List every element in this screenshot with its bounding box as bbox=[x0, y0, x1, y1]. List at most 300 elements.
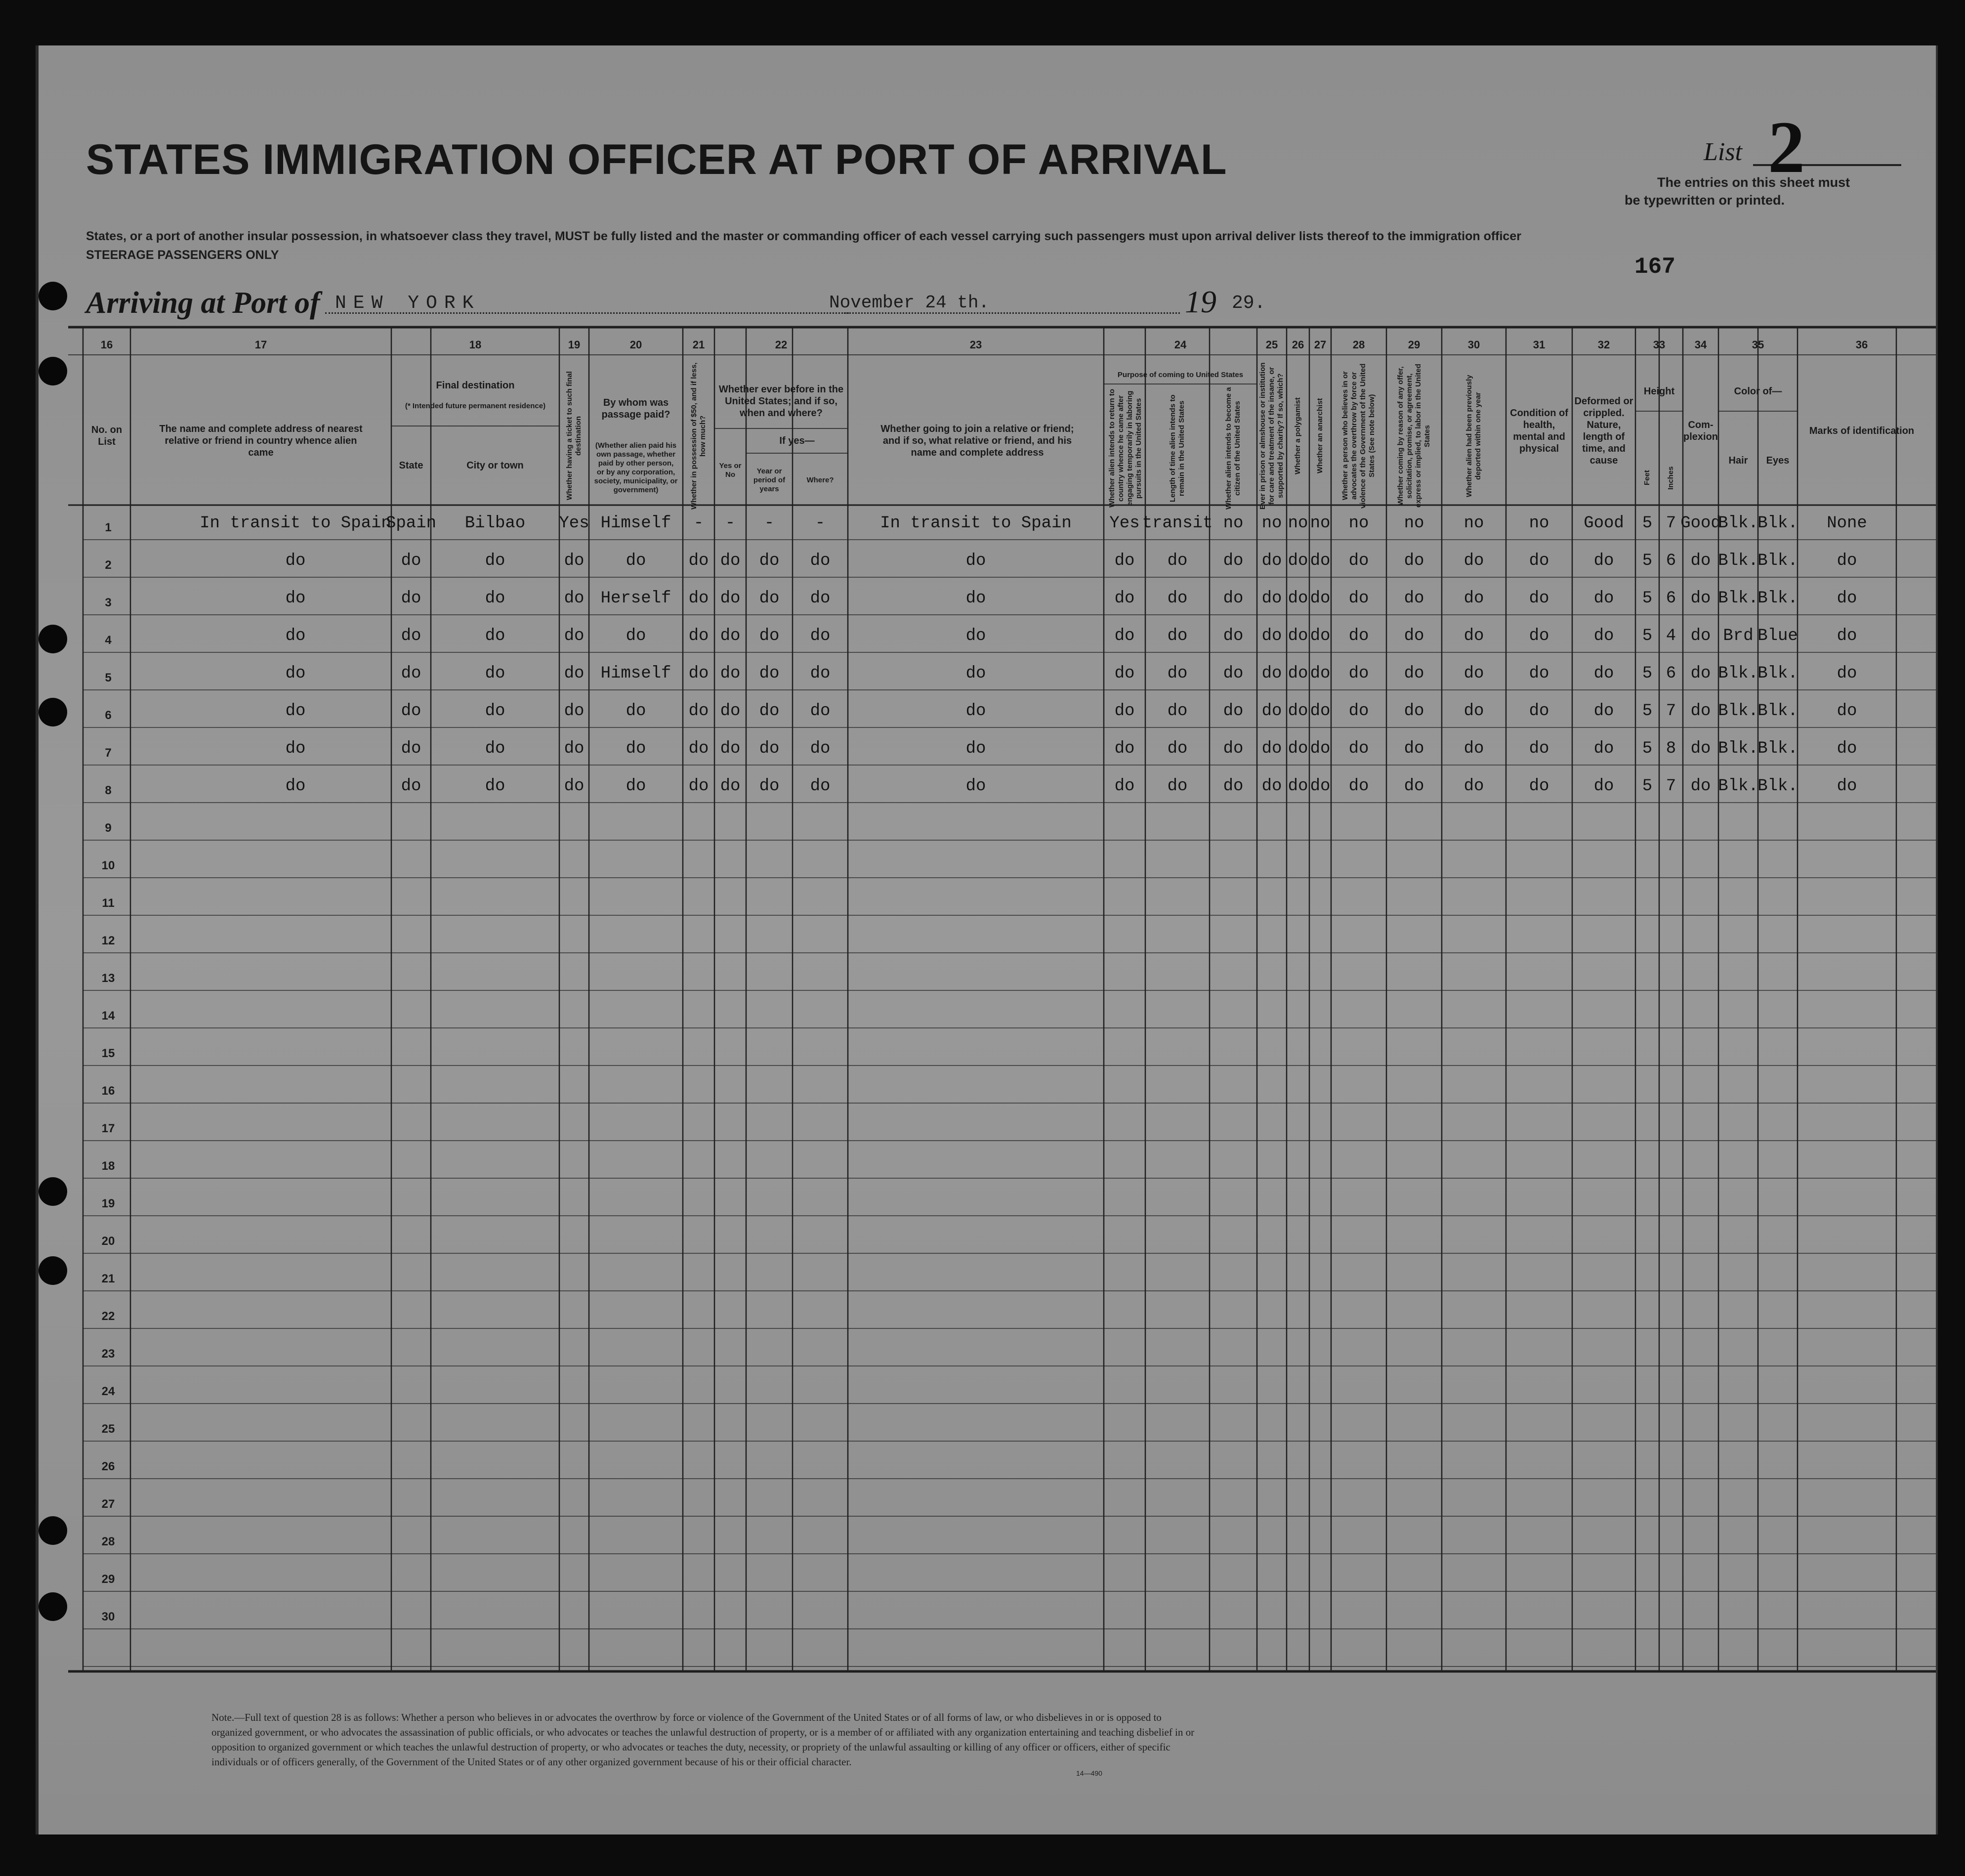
cell-marks: do bbox=[1837, 702, 1857, 721]
row-number: 24 bbox=[101, 1385, 115, 1398]
cell-joining: In transit to Spain bbox=[880, 514, 1072, 533]
row-number: 19 bbox=[101, 1197, 115, 1210]
col-number: 36 bbox=[1855, 338, 1868, 351]
cell-ever: do bbox=[720, 777, 741, 796]
cell-inches: 7 bbox=[1666, 702, 1676, 721]
cell-anarchist: do bbox=[1310, 777, 1331, 796]
cell-length: do bbox=[1167, 552, 1188, 570]
cell-years: - bbox=[764, 514, 775, 533]
cell-relative: do bbox=[285, 739, 306, 758]
cell-where: do bbox=[810, 664, 831, 683]
row-number: 2 bbox=[105, 558, 112, 572]
cell-marks: do bbox=[1837, 664, 1857, 683]
cell-city: do bbox=[485, 664, 505, 683]
form-title: STATES IMMIGRATION OFFICER AT PORT OF ARRIVAL bbox=[86, 136, 1227, 183]
cell-feet: 5 bbox=[1642, 552, 1653, 570]
col-number: 16 bbox=[100, 338, 113, 351]
cell-return: do bbox=[1114, 552, 1135, 570]
cell-q30: do bbox=[1463, 664, 1484, 683]
cell-hair: Blk. bbox=[1718, 702, 1758, 721]
cell-return: do bbox=[1114, 777, 1135, 796]
col-number: 32 bbox=[1597, 338, 1610, 351]
col-number: 24 bbox=[1174, 338, 1187, 351]
cell-anarchist: do bbox=[1310, 664, 1331, 683]
header-q28: Whether a person who believes in or advocates the overthrow by force or violence of the Government of the United States (See note below) bbox=[1341, 363, 1376, 509]
cell-money: do bbox=[688, 739, 709, 758]
cell-money: - bbox=[693, 514, 704, 533]
row-number: 8 bbox=[105, 784, 112, 797]
cell-eyes: Blk. bbox=[1757, 702, 1798, 721]
passenger-class: STEERAGE PASSENGERS ONLY bbox=[86, 248, 279, 262]
footnote: Note.—Full text of question 28 is as follows: Whether a person who believes in or advocates the overthrow by force or violence of the Government of the United States or of all forms of law, or who disbelieves in or is opposed to organized government, or who advocates the assassination of public officials, or who advocates or teaches the unlawful destruction of property, or is a member of or affiliated with any organization entertaining and teaching disbelief in or opposition to organized government or which teaches the unlawful destruction of property, or who advocates or teaches the duty, necessity, or propriety of the unlawful assaulting or killing of any officer or officers, either of specific individuals or of officers generally, of the Government of the United States or of any other organized government because of his or their official character. bbox=[211, 1711, 1195, 1768]
cell-return: do bbox=[1114, 739, 1135, 758]
cell-complexion: do bbox=[1690, 627, 1711, 645]
row-number: 11 bbox=[102, 896, 115, 910]
cell-where: do bbox=[810, 589, 831, 608]
cell-q30: do bbox=[1463, 739, 1484, 758]
cell-deformed: do bbox=[1593, 552, 1614, 570]
header-hair: Hair bbox=[1728, 455, 1748, 466]
row-number: 18 bbox=[101, 1159, 115, 1173]
row-number: 3 bbox=[105, 596, 112, 609]
cell-complexion: do bbox=[1690, 739, 1711, 758]
cell-ever: - bbox=[725, 514, 736, 533]
header-year-period: Year or period of years bbox=[753, 467, 786, 493]
cell-inches: 7 bbox=[1666, 777, 1676, 796]
cell-health: do bbox=[1529, 589, 1549, 608]
cell-joining: do bbox=[965, 777, 986, 796]
header-by-whom-note: (Whether alien paid his own passage, whether paid by other person, or by any corporation, society, municipality, or government) bbox=[594, 441, 678, 494]
cell-hair: Blk. bbox=[1718, 739, 1758, 758]
cell-inches: 6 bbox=[1666, 664, 1676, 683]
cell-citizen: do bbox=[1223, 664, 1244, 683]
cell-prison: do bbox=[1261, 552, 1282, 570]
entries-note: be typewritten or printed. bbox=[1625, 193, 1785, 208]
header-polygamist: Whether a polygamist bbox=[1294, 397, 1302, 474]
cell-prison: do bbox=[1261, 664, 1282, 683]
cell-hair: Blk. bbox=[1718, 514, 1758, 533]
cell-joining: do bbox=[965, 664, 986, 683]
cell-relative: do bbox=[285, 589, 306, 608]
row-number: 27 bbox=[101, 1497, 115, 1511]
cell-state: do bbox=[401, 702, 421, 721]
cell-length: transit bbox=[1142, 514, 1213, 533]
cell-ticket: do bbox=[564, 627, 585, 645]
header-ever-before: Whether ever before in the United States; and if so, when and where? bbox=[718, 384, 844, 419]
cell-feet: 5 bbox=[1642, 627, 1653, 645]
cell-where: do bbox=[810, 739, 831, 758]
col-number: 28 bbox=[1352, 338, 1365, 351]
cell-money: do bbox=[688, 627, 709, 645]
cell-return: do bbox=[1114, 664, 1135, 683]
cell-paid-by: do bbox=[626, 702, 646, 721]
row-number: 26 bbox=[101, 1460, 115, 1473]
form-grid bbox=[39, 45, 1936, 1834]
cell-prison: do bbox=[1261, 739, 1282, 758]
cell-prison: do bbox=[1261, 627, 1282, 645]
cell-return: do bbox=[1114, 627, 1135, 645]
cell-ever: do bbox=[720, 589, 741, 608]
cell-city: do bbox=[485, 589, 505, 608]
cell-years: do bbox=[759, 702, 780, 721]
cell-q29: do bbox=[1404, 739, 1424, 758]
cell-marks: None bbox=[1827, 514, 1867, 533]
cell-years: do bbox=[759, 664, 780, 683]
cell-eyes: Blk. bbox=[1757, 777, 1798, 796]
cell-deformed: do bbox=[1593, 777, 1614, 796]
cell-relative: do bbox=[285, 777, 306, 796]
header-no-on-list: No. on List bbox=[91, 425, 123, 447]
cell-eyes: Blk. bbox=[1757, 664, 1798, 683]
header-final-destination: Final destination bbox=[436, 380, 515, 391]
cell-hair: Blk. bbox=[1718, 664, 1758, 683]
cell-q29: do bbox=[1404, 664, 1424, 683]
cell-inches: 8 bbox=[1666, 739, 1676, 758]
cell-marks: do bbox=[1837, 739, 1857, 758]
cell-hair: Blk. bbox=[1718, 552, 1758, 570]
cell-health: do bbox=[1529, 552, 1549, 570]
cell-polygamist: do bbox=[1288, 627, 1308, 645]
cell-eyes: Blue bbox=[1757, 627, 1798, 645]
cell-hair: Blk. bbox=[1718, 589, 1758, 608]
header-color-of: Color of— bbox=[1734, 386, 1782, 397]
cell-complexion: do bbox=[1690, 777, 1711, 796]
row-number: 14 bbox=[101, 1009, 115, 1023]
cell-years: do bbox=[759, 552, 780, 570]
cell-polygamist: do bbox=[1288, 589, 1308, 608]
col-number: 20 bbox=[629, 338, 642, 351]
cell-state: do bbox=[401, 739, 421, 758]
cell-marks: do bbox=[1837, 552, 1857, 570]
cell-anarchist: do bbox=[1310, 627, 1331, 645]
cell-q29: do bbox=[1404, 627, 1424, 645]
cell-years: do bbox=[759, 627, 780, 645]
row-number: 4 bbox=[105, 634, 112, 647]
cell-hair: Blk. bbox=[1718, 777, 1758, 796]
cell-paid-by: do bbox=[626, 777, 646, 796]
cell-citizen: do bbox=[1223, 552, 1244, 570]
cell-money: do bbox=[688, 702, 709, 721]
col-number: 26 bbox=[1292, 338, 1304, 351]
row-number: 30 bbox=[101, 1610, 115, 1623]
cell-citizen: do bbox=[1223, 777, 1244, 796]
header-purpose-return: Whether alien intends to return to country whence he came after engaging temporarily in laboring pursuits in the United States bbox=[1108, 389, 1143, 508]
cell-polygamist: no bbox=[1288, 514, 1308, 533]
list-number: 2 bbox=[1768, 106, 1805, 188]
header-prison: Ever in prison or almshouse or institution for care and treatment of the insane, or supported by charity? If so, which? bbox=[1258, 362, 1285, 510]
header-purpose-citizen: Whether alien intends to become a citizen of the United States bbox=[1224, 387, 1242, 510]
header-state: State bbox=[399, 460, 423, 471]
cell-return: do bbox=[1114, 589, 1135, 608]
cell-joining: do bbox=[965, 702, 986, 721]
col-number: 34 bbox=[1694, 338, 1707, 351]
form-code: 14—490 bbox=[1076, 1769, 1102, 1777]
cell-ticket: do bbox=[564, 664, 585, 683]
cell-citizen: do bbox=[1223, 589, 1244, 608]
cell-joining: do bbox=[965, 627, 986, 645]
cell-citizen: do bbox=[1223, 739, 1244, 758]
cell-relative: do bbox=[285, 702, 306, 721]
cell-ticket: do bbox=[564, 739, 585, 758]
cell-relative: do bbox=[285, 627, 306, 645]
row-number: 6 bbox=[105, 709, 112, 722]
cell-deformed: do bbox=[1593, 739, 1614, 758]
header-q30: Whether alien had been previously deported within one year bbox=[1465, 375, 1482, 497]
cell-q28: do bbox=[1348, 739, 1369, 758]
cell-q29: do bbox=[1404, 589, 1424, 608]
cell-ticket: do bbox=[564, 552, 585, 570]
cell-q30: do bbox=[1463, 552, 1484, 570]
year-suffix: 29. bbox=[1232, 293, 1266, 314]
cell-paid-by: do bbox=[626, 739, 646, 758]
col-number: 29 bbox=[1408, 338, 1421, 351]
col-number: 17 bbox=[254, 338, 267, 351]
col-number: 25 bbox=[1265, 338, 1278, 351]
cell-q28: do bbox=[1348, 589, 1369, 608]
cell-ticket: do bbox=[564, 702, 585, 721]
cell-complexion: do bbox=[1690, 589, 1711, 608]
cell-feet: 5 bbox=[1642, 589, 1653, 608]
header-by-whom: By whom was passage paid? bbox=[601, 397, 670, 420]
cell-joining: do bbox=[965, 552, 986, 570]
col-number: 31 bbox=[1533, 338, 1546, 351]
cell-polygamist: do bbox=[1288, 777, 1308, 796]
header-purpose-length: Length of time alien intends to remain in the United States bbox=[1169, 394, 1186, 502]
cell-return: Yes bbox=[1109, 514, 1140, 533]
header-joining: Whether going to join a relative or friend; and if so, what relative or friend, and his name and complete address bbox=[880, 424, 1074, 458]
cell-state: do bbox=[401, 589, 421, 608]
row-number: 12 bbox=[101, 934, 115, 947]
cell-q28: do bbox=[1348, 777, 1369, 796]
cell-relative: In transit to Spain bbox=[200, 514, 391, 533]
col-number: 30 bbox=[1467, 338, 1480, 351]
cell-anarchist: no bbox=[1310, 514, 1331, 533]
cell-ever: do bbox=[720, 552, 741, 570]
cell-health: do bbox=[1529, 777, 1549, 796]
cell-q30: do bbox=[1463, 777, 1484, 796]
cell-marks: do bbox=[1837, 627, 1857, 645]
cell-length: do bbox=[1167, 739, 1188, 758]
cell-polygamist: do bbox=[1288, 702, 1308, 721]
col-number: 19 bbox=[568, 338, 581, 351]
arrival-date: November 24 th. bbox=[829, 293, 990, 313]
header-yes-or-no: Yes or No bbox=[719, 462, 742, 479]
cell-length: do bbox=[1167, 702, 1188, 721]
cell-q28: do bbox=[1348, 664, 1369, 683]
cell-money: do bbox=[688, 552, 709, 570]
cell-health: do bbox=[1529, 739, 1549, 758]
cell-joining: do bbox=[965, 739, 986, 758]
cell-relative: do bbox=[285, 552, 306, 570]
header-eyes: Eyes bbox=[1766, 455, 1790, 466]
cell-eyes: Blk. bbox=[1757, 552, 1798, 570]
cell-paid-by: do bbox=[626, 627, 646, 645]
cell-q30: no bbox=[1463, 514, 1484, 533]
arriving-label: Arriving at Port of bbox=[86, 286, 320, 320]
header-ticket: Whether having a ticket to such final destination bbox=[565, 371, 583, 501]
col-number: 21 bbox=[692, 338, 705, 351]
cell-state: Spain bbox=[385, 514, 437, 533]
row-number: 20 bbox=[101, 1235, 115, 1248]
cell-ever: do bbox=[720, 739, 741, 758]
cell-complexion: do bbox=[1690, 552, 1711, 570]
cell-q28: do bbox=[1348, 702, 1369, 721]
cell-feet: 5 bbox=[1642, 777, 1653, 796]
cell-q28: do bbox=[1348, 552, 1369, 570]
cell-state: do bbox=[401, 777, 421, 796]
row-number: 16 bbox=[101, 1084, 115, 1098]
row-number: 7 bbox=[105, 746, 112, 760]
cell-relative: do bbox=[285, 664, 306, 683]
cell-city: do bbox=[485, 627, 505, 645]
cell-length: do bbox=[1167, 777, 1188, 796]
cell-health: do bbox=[1529, 627, 1549, 645]
cell-return: do bbox=[1114, 702, 1135, 721]
cell-q29: do bbox=[1404, 552, 1424, 570]
cell-state: do bbox=[401, 627, 421, 645]
list-label: List bbox=[1704, 138, 1743, 166]
cell-complexion: do bbox=[1690, 664, 1711, 683]
header-where: Where? bbox=[806, 476, 834, 484]
header-final-destination-note: (* Intended future permanent residence) bbox=[405, 402, 546, 410]
cell-ever: do bbox=[720, 702, 741, 721]
row-number: 22 bbox=[101, 1310, 115, 1323]
cell-prison: do bbox=[1261, 777, 1282, 796]
cell-feet: 5 bbox=[1642, 664, 1653, 683]
cell-prison: do bbox=[1261, 589, 1282, 608]
cell-prison: no bbox=[1261, 514, 1282, 533]
cell-inches: 6 bbox=[1666, 589, 1676, 608]
cell-anarchist: do bbox=[1310, 589, 1331, 608]
cell-citizen: do bbox=[1223, 627, 1244, 645]
header-deformed: Deformed or crippled. Nature, length of time, and cause bbox=[1574, 396, 1633, 466]
header-money: Whether in possession of $50, and if less, how much? bbox=[690, 362, 707, 510]
header-anarchist: Whether an anarchist bbox=[1316, 398, 1324, 474]
cell-q29: no bbox=[1404, 514, 1424, 533]
row-number: 10 bbox=[101, 859, 115, 872]
cell-paid-by: Himself bbox=[600, 664, 671, 683]
header-marks: Marks of identification bbox=[1809, 426, 1915, 436]
cell-money: do bbox=[688, 589, 709, 608]
cell-q30: do bbox=[1463, 702, 1484, 721]
cell-eyes: Blk. bbox=[1757, 589, 1798, 608]
cell-money: do bbox=[688, 777, 709, 796]
cell-complexion: Good bbox=[1680, 514, 1721, 533]
cell-citizen: do bbox=[1223, 702, 1244, 721]
header-condition: Condition of health, mental and physical bbox=[1510, 408, 1568, 454]
cell-city: do bbox=[485, 777, 505, 796]
cell-marks: do bbox=[1837, 589, 1857, 608]
cell-state: do bbox=[401, 552, 421, 570]
cell-eyes: Blk. bbox=[1757, 739, 1798, 758]
cell-health: do bbox=[1529, 702, 1549, 721]
cell-inches: 6 bbox=[1666, 552, 1676, 570]
cell-ever: do bbox=[720, 627, 741, 645]
cell-q30: do bbox=[1463, 627, 1484, 645]
cell-city: Bilbao bbox=[464, 514, 526, 533]
cell-marks: do bbox=[1837, 777, 1857, 796]
sheet-number: 167 bbox=[1634, 254, 1675, 280]
cell-length: do bbox=[1167, 589, 1188, 608]
cell-q28: no bbox=[1348, 514, 1369, 533]
col-number: 18 bbox=[469, 338, 482, 351]
cell-ticket: Yes bbox=[559, 514, 589, 533]
cell-where: - bbox=[815, 514, 826, 533]
row-number: 17 bbox=[101, 1122, 115, 1135]
header-nearest-relative: The name and complete address of nearest relative or friend in country whence alien came bbox=[159, 424, 363, 458]
cell-anarchist: do bbox=[1310, 739, 1331, 758]
cell-feet: 5 bbox=[1642, 739, 1653, 758]
cell-length: do bbox=[1167, 664, 1188, 683]
cell-anarchist: do bbox=[1310, 552, 1331, 570]
cell-deformed: do bbox=[1593, 589, 1614, 608]
cell-joining: do bbox=[965, 589, 986, 608]
col-number: 35 bbox=[1752, 338, 1764, 351]
col-number: 22 bbox=[775, 338, 788, 351]
cell-eyes: Blk. bbox=[1757, 514, 1798, 533]
cell-ticket: do bbox=[564, 777, 585, 796]
manifest-sheet bbox=[36, 45, 1938, 1834]
entries-note: The entries on this sheet must bbox=[1657, 175, 1850, 190]
cell-prison: do bbox=[1261, 702, 1282, 721]
cell-paid-by: Himself bbox=[600, 514, 671, 533]
cell-years: do bbox=[759, 589, 780, 608]
cell-deformed: do bbox=[1593, 627, 1614, 645]
row-number: 29 bbox=[101, 1573, 115, 1586]
row-number: 5 bbox=[105, 671, 112, 684]
cell-ever: do bbox=[720, 664, 741, 683]
cell-polygamist: do bbox=[1288, 739, 1308, 758]
cell-q29: do bbox=[1404, 702, 1424, 721]
cell-complexion: do bbox=[1690, 702, 1711, 721]
cell-feet: 5 bbox=[1642, 514, 1653, 533]
header-height: Height bbox=[1643, 386, 1675, 397]
cell-where: do bbox=[810, 552, 831, 570]
cell-hair: Brd bbox=[1723, 627, 1754, 645]
row-number: 21 bbox=[101, 1272, 115, 1285]
year-prefix: 19 bbox=[1185, 284, 1216, 319]
cell-money: do bbox=[688, 664, 709, 683]
cell-paid-by: do bbox=[626, 552, 646, 570]
col-number: 27 bbox=[1314, 338, 1327, 351]
cell-health: do bbox=[1529, 664, 1549, 683]
cell-city: do bbox=[485, 702, 505, 721]
cell-deformed: do bbox=[1593, 664, 1614, 683]
row-number: 1 bbox=[105, 521, 112, 534]
header-inches: Inches bbox=[1667, 466, 1675, 490]
cell-where: do bbox=[810, 627, 831, 645]
cell-paid-by: Herself bbox=[600, 589, 671, 608]
cell-inches: 7 bbox=[1666, 514, 1676, 533]
cell-ticket: do bbox=[564, 589, 585, 608]
cell-q29: do bbox=[1404, 777, 1424, 796]
port-value: NEW YORK bbox=[335, 293, 481, 314]
row-number: 28 bbox=[101, 1535, 115, 1548]
header-purpose: Purpose of coming to United States bbox=[1117, 371, 1244, 379]
cell-city: do bbox=[485, 739, 505, 758]
header-complexion: Com-plexion bbox=[1683, 420, 1718, 442]
header-feet: Feet bbox=[1643, 470, 1651, 486]
cell-deformed: do bbox=[1593, 702, 1614, 721]
cell-inches: 4 bbox=[1666, 627, 1676, 645]
cell-q30: do bbox=[1463, 589, 1484, 608]
cell-where: do bbox=[810, 702, 831, 721]
header-if-yes: If yes— bbox=[779, 435, 815, 446]
cell-anarchist: do bbox=[1310, 702, 1331, 721]
cell-polygamist: do bbox=[1288, 664, 1308, 683]
cell-where: do bbox=[810, 777, 831, 796]
cell-state: do bbox=[401, 664, 421, 683]
